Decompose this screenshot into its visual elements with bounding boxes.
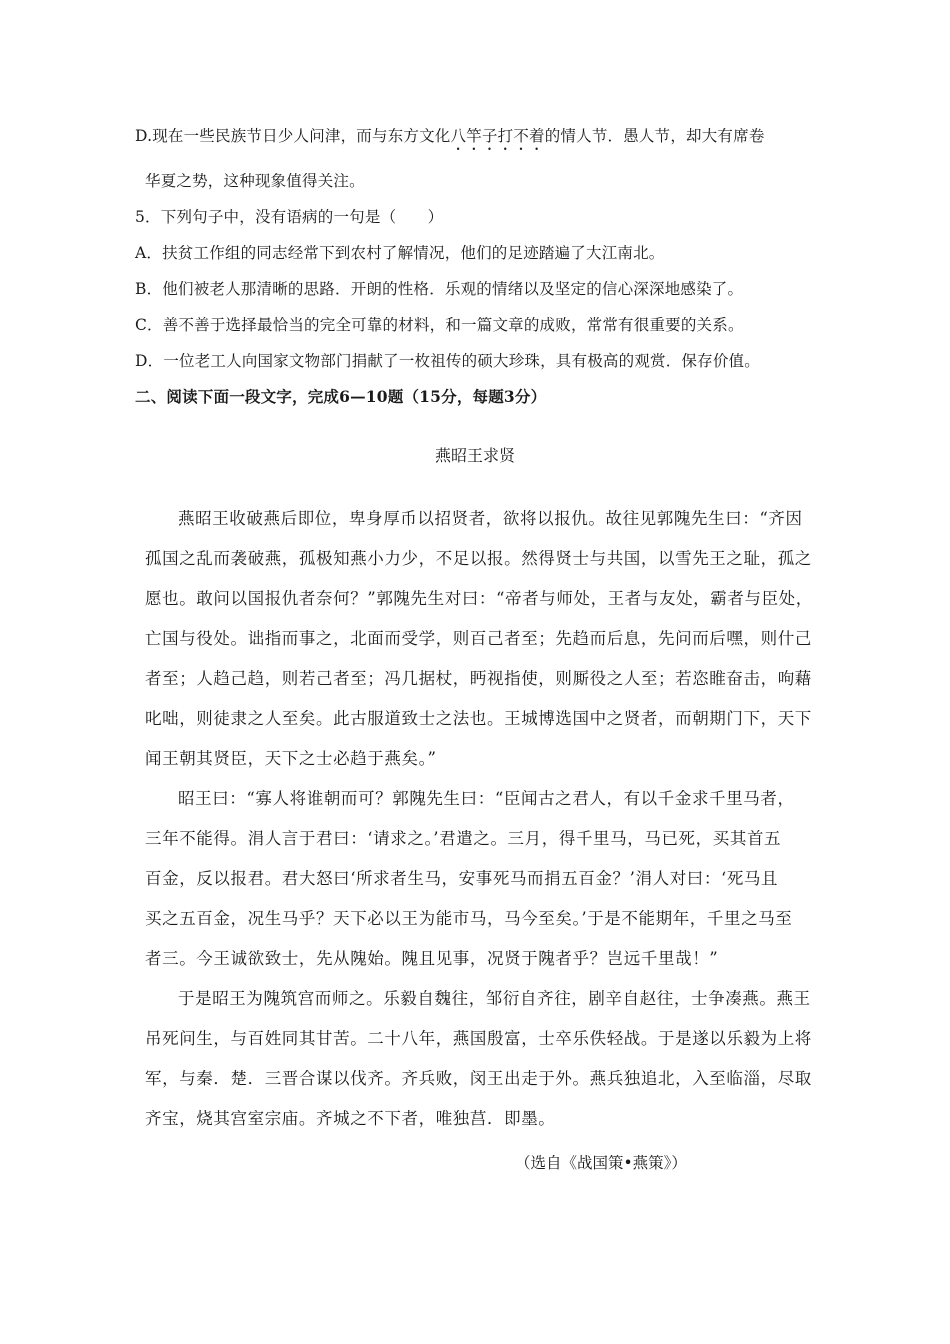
passage-title: 燕昭王求贤 — [434, 446, 515, 465]
q4-option-d-continuation: 华夏之势，这种现象值得关注。 — [145, 172, 365, 190]
passage-line: 买之五百金，况生马乎？天下必以王为能市马，马今至矣。’于是不能期年，千里之马至 — [145, 909, 793, 928]
passage-line: 于是昭王为隗筑宫而师之。乐毅自魏往，邹衍自齐往，剧辛自赵往，士争凑燕。燕王 — [178, 989, 811, 1008]
passage-line: 者至；人趋己趋，则若己者至；冯几据杖，眄视指使，则厮役之人至；若恣睢奋击，呴藉 — [145, 669, 812, 688]
section2-heading: 二、阅读下面一段文字，完成6—10题（15分，每题3分） — [135, 387, 547, 406]
passage-line: 闻王朝其贤臣，天下之士必趋于燕矣。” — [145, 749, 437, 768]
q5-stem: 5．下列句子中，没有语病的一句是（ ） — [135, 208, 444, 226]
passage-line: 军，与秦．楚．三晋合谋以伐齐。齐兵败，闵王出走于外。燕兵独追北，入至临淄，尽取 — [145, 1069, 812, 1088]
passage-source: （选自《战国策•燕策》） — [515, 1154, 687, 1172]
q4-option-d — [135, 124, 765, 154]
q5-option-c: C．善不善于选择最恰当的完全可靠的材料，和一篇文章的成败，常常有很重要的关系。 — [135, 316, 744, 334]
passage-line: 齐宝，烧其宫室宗庙。齐城之不下者，唯独莒．即墨。 — [145, 1109, 556, 1128]
passage-line: 百金，反以报君。君大怒曰‘所求者生马，安事死马而捐五百金？’涓人对曰：‘死马且 — [145, 869, 779, 888]
passage-line: 亡国与役处。诎指而事之，北面而受学，则百己者至；先趋而后息，先问而后嘿，则什己 — [145, 629, 812, 648]
passage-line: 孤国之乱而袭破燕，孤极知燕小力少，不足以报。然得贤士与共国，以雪先王之耻，孤之 — [145, 549, 812, 568]
passage-line: 燕昭王收破燕后即位，卑身厚币以招贤者，欲将以报仇。故往见郭隗先生曰：“齐因 — [178, 509, 803, 528]
q5-option-b: B．他们被老人那清晰的思路．开朗的性格．乐观的情绪以及坚定的信心深深地感染了。 — [135, 280, 744, 298]
q5-option-a: A．扶贫工作组的同志经常下到农村了解情况，他们的足迹踏遍了大江南北。 — [135, 244, 665, 262]
q5-option-d: D．一位老工人向国家文物部门捐献了一枚祖传的硕大珍珠，具有极高的观赏．保存价值。 — [135, 352, 760, 370]
q4-option-d-text-2: 的情人节．愚人节，却大有席卷 — [544, 127, 765, 145]
passage-line: 吊死问生，与百姓同其甘苦。二十八年，燕国殷富，士卒乐佚轻战。于是遂以乐毅为上将 — [145, 1029, 812, 1048]
q4-option-d-text-1: D.现在一些民族节日少人问津，而与东方文化 — [135, 127, 451, 145]
passage-line: 者三。今王诚欲致士，先从隗始。隗且见事，况贤于隗者乎？岂远千里哉！” — [145, 949, 719, 968]
passage-line: 昭王曰：“寡人将谁朝而可？郭隗先生曰：“臣闻古之君人，有以千金求千里马者， — [178, 789, 795, 808]
passage-line: 三年不能得。涓人言于君曰：‘请求之。’君遣之。三月，得千里马，马已死，买其首五 — [145, 829, 782, 848]
passage-line: 愿也。敢问以国报仇者奈何？”郭隗先生对曰：“帝者与师处，王者与友处，霸者与臣处， — [145, 589, 813, 608]
passage-line: 叱咄，则徒隶之人至矣。此古服道致士之法也。王城博选国中之贤者，而朝期门下，天下 — [145, 709, 812, 728]
q4-option-d-emphasized-phrase: 八竿子打不着 — [450, 127, 545, 145]
